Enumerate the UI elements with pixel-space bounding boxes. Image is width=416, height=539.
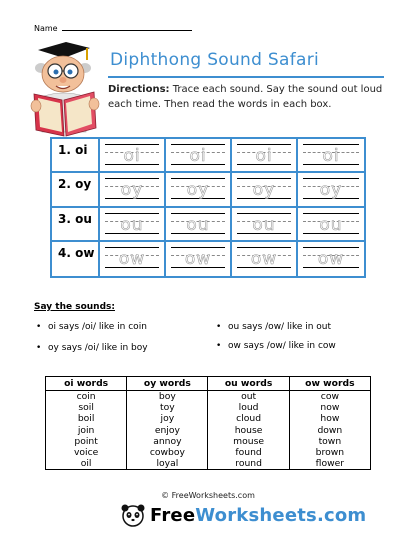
column-header: ou words bbox=[208, 377, 289, 391]
word-cell: boy bbox=[127, 391, 208, 403]
directions-text bbox=[108, 82, 386, 112]
brand-worksheets: Worksheets.com bbox=[195, 504, 367, 526]
name-line bbox=[62, 23, 192, 31]
trace-cell bbox=[298, 173, 364, 205]
trace-cell bbox=[166, 242, 232, 276]
brand-wordmark bbox=[150, 505, 366, 526]
trace-cell bbox=[232, 208, 298, 240]
bullet-icon: • bbox=[216, 322, 222, 332]
word-cell: joy bbox=[127, 413, 208, 424]
say-item-text: oi says /oi/ like in coin bbox=[48, 322, 147, 332]
trace-sound: ou bbox=[120, 214, 144, 235]
professor-reading-book-icon bbox=[28, 36, 106, 138]
trace-row-label: 4. ow bbox=[52, 242, 100, 276]
word-cell: flower bbox=[289, 458, 370, 470]
word-cell: round bbox=[208, 458, 289, 470]
table-row bbox=[46, 436, 371, 447]
word-cell: soil bbox=[46, 402, 127, 413]
trace-cell bbox=[166, 139, 232, 171]
trace-cell bbox=[166, 208, 232, 240]
trace-row bbox=[52, 242, 364, 276]
word-cell: cowboy bbox=[127, 447, 208, 458]
trace-sound: oy bbox=[120, 180, 144, 201]
trace-sound: ou bbox=[186, 214, 210, 235]
word-cell: mouse bbox=[208, 436, 289, 447]
word-cell: boil bbox=[46, 413, 127, 424]
trace-cell bbox=[166, 173, 232, 205]
trace-sound: oy bbox=[252, 180, 276, 201]
word-cell: voice bbox=[46, 447, 127, 458]
name-field bbox=[34, 23, 192, 33]
trace-sound: ow bbox=[317, 248, 345, 269]
say-item bbox=[216, 322, 331, 332]
table-row bbox=[46, 425, 371, 436]
say-item-text: oy says /oi/ like in boy bbox=[48, 343, 148, 353]
trace-cell bbox=[298, 139, 364, 171]
word-cell: annoy bbox=[127, 436, 208, 447]
bullet-icon: • bbox=[36, 343, 42, 353]
footer-brand[interactable] bbox=[120, 501, 366, 529]
column-header: oy words bbox=[127, 377, 208, 391]
bullet-icon: • bbox=[216, 341, 222, 351]
trace-cell bbox=[100, 173, 166, 205]
table-row bbox=[46, 413, 371, 424]
trace-row bbox=[52, 139, 364, 173]
trace-sound: oi bbox=[322, 146, 340, 166]
directions-label: Directions: bbox=[108, 84, 170, 95]
bullet-icon: • bbox=[36, 322, 42, 332]
say-item bbox=[36, 343, 148, 353]
say-sounds-heading: Say the sounds: bbox=[34, 302, 115, 312]
worksheet-title: Diphthong Sound Safari bbox=[110, 50, 320, 70]
table-row bbox=[46, 391, 371, 403]
word-cell: enjoy bbox=[127, 425, 208, 436]
word-cell: down bbox=[289, 425, 370, 436]
say-item bbox=[216, 341, 336, 351]
word-cell: loud bbox=[208, 402, 289, 413]
column-header: oi words bbox=[46, 377, 127, 391]
word-cell: point bbox=[46, 436, 127, 447]
footer-copyright: © FreeWorksheets.com bbox=[161, 491, 255, 500]
trace-sound: oy bbox=[319, 180, 343, 201]
word-cell: now bbox=[289, 402, 370, 413]
table-row bbox=[46, 447, 371, 458]
word-cell: cloud bbox=[208, 413, 289, 424]
directions-body: Trace each sound. Say the sound out loud each time. Then read the words in each box. bbox=[108, 84, 383, 110]
word-cell: how bbox=[289, 413, 370, 424]
trace-row-label: 3. ou bbox=[52, 208, 100, 240]
word-cell: town bbox=[289, 436, 370, 447]
word-cell: loyal bbox=[127, 458, 208, 470]
say-item-text: ou says /ow/ like in out bbox=[228, 322, 332, 332]
brand-free: Free bbox=[150, 504, 196, 526]
trace-sound: oy bbox=[186, 180, 210, 201]
trace-row-label: 2. oy bbox=[52, 173, 100, 205]
trace-sound: ou bbox=[319, 214, 343, 235]
word-cell: toy bbox=[127, 402, 208, 413]
trace-sound: ow bbox=[118, 248, 146, 269]
trace-sound: ow bbox=[250, 248, 278, 269]
panda-logo-icon bbox=[120, 502, 146, 528]
word-cell: join bbox=[46, 425, 127, 436]
trace-sound: ou bbox=[252, 214, 276, 235]
say-item bbox=[36, 322, 147, 332]
tracing-grid bbox=[50, 137, 366, 278]
trace-sound: oi bbox=[123, 146, 141, 166]
trace-cell bbox=[232, 173, 298, 205]
trace-row-label: 1. oi bbox=[52, 139, 100, 171]
title-underline bbox=[108, 76, 384, 78]
word-cell: coin bbox=[46, 391, 127, 403]
trace-cell bbox=[298, 242, 364, 276]
word-cell: house bbox=[208, 425, 289, 436]
word-cell: found bbox=[208, 447, 289, 458]
say-item-text: ow says /ow/ like in cow bbox=[228, 341, 336, 351]
trace-sound: oi bbox=[189, 146, 207, 166]
table-row bbox=[46, 402, 371, 413]
trace-cell bbox=[100, 242, 166, 276]
word-cell: brown bbox=[289, 447, 370, 458]
trace-sound: oi bbox=[255, 146, 273, 166]
trace-row bbox=[52, 173, 364, 207]
name-label: Name bbox=[34, 24, 58, 33]
trace-cell bbox=[232, 242, 298, 276]
trace-cell bbox=[298, 208, 364, 240]
trace-sound: ow bbox=[184, 248, 212, 269]
word-cell: oil bbox=[46, 458, 127, 470]
trace-row bbox=[52, 208, 364, 242]
table-row bbox=[46, 458, 371, 470]
word-cell: out bbox=[208, 391, 289, 403]
table-header-row bbox=[46, 377, 371, 391]
trace-cell bbox=[232, 139, 298, 171]
word-cell: cow bbox=[289, 391, 370, 403]
column-header: ow words bbox=[289, 377, 370, 391]
trace-cell bbox=[100, 208, 166, 240]
trace-cell bbox=[100, 139, 166, 171]
word-list-table bbox=[45, 376, 371, 470]
